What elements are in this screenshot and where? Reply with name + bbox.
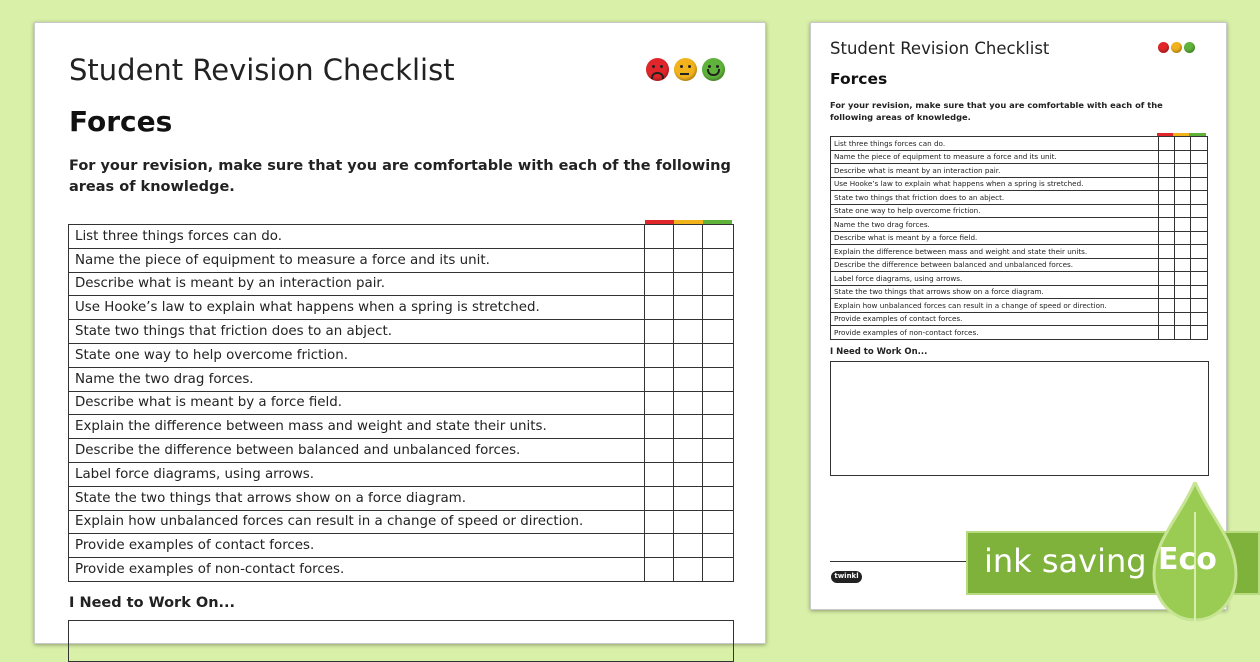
checklist-sheet-large: [34, 22, 766, 644]
rating-checkbox-amber[interactable]: [1175, 245, 1191, 259]
rating-checkbox-amber[interactable]: [1175, 177, 1191, 191]
rating-checkbox-green[interactable]: [703, 296, 734, 320]
checklist-row: [831, 137, 1208, 151]
topic-heading-small: Forces: [830, 70, 888, 88]
checklist-table-small: [830, 136, 1208, 340]
rating-checkbox-amber[interactable]: [674, 534, 703, 558]
checklist-item-text: State one way to help overcome friction.: [69, 343, 645, 367]
checklist-item-text: Use Hooke’s law to explain what happens when a spring is stretched.: [69, 296, 645, 320]
work-on-box-small[interactable]: [830, 361, 1209, 476]
rating-checkbox-red[interactable]: [1159, 245, 1175, 259]
rating-checkbox-amber[interactable]: [674, 391, 703, 415]
rating-checkbox-red[interactable]: [645, 391, 674, 415]
checklist-item-text: Label force diagrams, using arrows.: [831, 272, 1159, 286]
intro-text-small: For your revision, make sure that you are comfortable with each of the following areas of knowledge.: [830, 100, 1163, 122]
checklist-row: [69, 296, 734, 320]
rating-checkbox-red[interactable]: [1159, 299, 1175, 313]
checklist-table: [68, 224, 734, 582]
rating-checkbox-green[interactable]: [1191, 326, 1208, 340]
checklist-item-text: Provide examples of contact forces.: [69, 534, 645, 558]
rating-checkbox-amber[interactable]: [674, 486, 703, 510]
rating-checkbox-green[interactable]: [703, 415, 734, 439]
rating-checkbox-red[interactable]: [645, 534, 674, 558]
rating-checkbox-green[interactable]: [703, 225, 734, 249]
rating-checkbox-green[interactable]: [1191, 204, 1208, 218]
checklist-item-text: Provide examples of non-contact forces.: [69, 558, 645, 582]
checklist-row: [69, 462, 734, 486]
checklist-row: [69, 367, 734, 391]
rating-checkbox-red[interactable]: [645, 320, 674, 344]
rating-checkbox-amber[interactable]: [674, 415, 703, 439]
checklist-row: [831, 326, 1208, 340]
checklist-item-text: Name the piece of equipment to measure a force and its unit.: [69, 248, 645, 272]
rating-checkbox-green[interactable]: [1191, 137, 1208, 151]
checklist-row: [831, 272, 1208, 286]
rating-checkbox-green[interactable]: [703, 343, 734, 367]
rating-checkbox-amber[interactable]: [1175, 218, 1191, 232]
checklist-row: [69, 534, 734, 558]
rating-checkbox-amber[interactable]: [1175, 204, 1191, 218]
checklist-item-text: Provide examples of contact forces.: [831, 312, 1159, 326]
checklist-item-text: Name the two drag forces.: [831, 218, 1159, 232]
checklist-item-text: Explain how unbalanced forces can result in a change of speed or direction.: [69, 510, 645, 534]
rating-checkbox-amber[interactable]: [1175, 231, 1191, 245]
rating-checkbox-red[interactable]: [645, 272, 674, 296]
checklist-item-text: Describe what is meant by an interaction pair.: [69, 272, 645, 296]
intro-text: For your revision, make sure that you are comfortable with each of the following areas of knowledge.: [69, 158, 731, 195]
checklist-row: [69, 320, 734, 344]
rating-checkbox-green[interactable]: [703, 439, 734, 463]
rating-checkbox-amber[interactable]: [1175, 258, 1191, 272]
checklist-row: [69, 272, 734, 296]
sad-face-icon: [1158, 42, 1169, 53]
checklist-item-text: Name the two drag forces.: [69, 367, 645, 391]
checklist-item-text: State one way to help overcome friction.: [831, 204, 1159, 218]
rating-checkbox-red[interactable]: [1159, 150, 1175, 164]
checklist-item-text: Explain how unbalanced forces can result in a change of speed or direction.: [831, 299, 1159, 313]
rating-checkbox-green[interactable]: [703, 534, 734, 558]
rating-checkbox-red[interactable]: [645, 439, 674, 463]
checklist-item-text: Label force diagrams, using arrows.: [69, 462, 645, 486]
checklist-item-text: Describe what is meant by a force field.: [831, 231, 1159, 245]
rating-checkbox-amber[interactable]: [1175, 299, 1191, 313]
rating-checkbox-green[interactable]: [703, 558, 734, 582]
checklist-item-text: List three things forces can do.: [831, 137, 1159, 151]
rating-checkbox-amber[interactable]: [674, 248, 703, 272]
checklist-row: [831, 312, 1208, 326]
rating-checkbox-green[interactable]: [703, 248, 734, 272]
rating-checkbox-red[interactable]: [1159, 231, 1175, 245]
checklist-item-text: Use Hooke’s law to explain what happens when a spring is stretched.: [831, 177, 1159, 191]
rating-checkbox-red[interactable]: [1159, 137, 1175, 151]
rating-checkbox-red[interactable]: [1159, 326, 1175, 340]
rating-checkbox-green[interactable]: [1191, 272, 1208, 286]
checklist-item-text: State the two things that arrows show on a force diagram.: [69, 486, 645, 510]
rating-checkbox-amber[interactable]: [674, 367, 703, 391]
checklist-row: [831, 299, 1208, 313]
rating-checkbox-red[interactable]: [645, 486, 674, 510]
rating-checkbox-green[interactable]: [1191, 245, 1208, 259]
checklist-item-text: Name the piece of equipment to measure a force and its unit.: [831, 150, 1159, 164]
checklist-row: [831, 204, 1208, 218]
checklist-row: [831, 191, 1208, 205]
checklist-row: [831, 245, 1208, 259]
checklist-row: [69, 343, 734, 367]
rating-checkbox-amber[interactable]: [1175, 272, 1191, 286]
rating-checkbox-green[interactable]: [1191, 285, 1208, 299]
checklist-row: [69, 415, 734, 439]
neutral-face-icon: [1171, 42, 1182, 53]
rating-checkbox-green[interactable]: [1191, 164, 1208, 178]
sheet-title-small: Student Revision Checklist: [830, 39, 1050, 58]
rating-checkbox-amber[interactable]: [674, 225, 703, 249]
rating-checkbox-amber[interactable]: [674, 296, 703, 320]
rating-checkbox-red[interactable]: [645, 415, 674, 439]
work-on-label: I Need to Work On...: [69, 595, 236, 611]
checklist-item-text: State two things that friction does to an abject.: [831, 191, 1159, 205]
rating-checkbox-green[interactable]: [1191, 177, 1208, 191]
rating-checkbox-green[interactable]: [1191, 150, 1208, 164]
checklist-item-text: Describe the difference between balanced and unbalanced forces.: [831, 258, 1159, 272]
sheet-title: Student Revision Checklist: [69, 53, 455, 87]
checklist-item-text: State two things that friction does to an abject.: [69, 320, 645, 344]
rating-checkbox-amber[interactable]: [1175, 137, 1191, 151]
checklist-row: [831, 218, 1208, 232]
rating-checkbox-green[interactable]: [1191, 191, 1208, 205]
rating-checkbox-green[interactable]: [703, 510, 734, 534]
rating-checkbox-red[interactable]: [1159, 312, 1175, 326]
checklist-item-text: Provide examples of non-contact forces.: [831, 326, 1159, 340]
rating-checkbox-amber[interactable]: [674, 462, 703, 486]
rating-checkbox-red[interactable]: [645, 343, 674, 367]
rating-checkbox-amber[interactable]: [674, 343, 703, 367]
rating-checkbox-red[interactable]: [1159, 258, 1175, 272]
rating-checkbox-green[interactable]: [1191, 299, 1208, 313]
rating-checkbox-red[interactable]: [1159, 272, 1175, 286]
rating-checkbox-amber[interactable]: [674, 439, 703, 463]
rating-checkbox-red[interactable]: [645, 558, 674, 582]
checklist-row: [69, 486, 734, 510]
happy-face-icon: [1184, 42, 1195, 53]
rating-checkbox-amber[interactable]: [674, 272, 703, 296]
rating-checkbox-red[interactable]: [1159, 191, 1175, 205]
checklist-item-text: State the two things that arrows show on a force diagram.: [831, 285, 1159, 299]
rating-checkbox-green[interactable]: [703, 391, 734, 415]
rating-checkbox-green[interactable]: [1191, 231, 1208, 245]
rating-checkbox-red[interactable]: [1159, 285, 1175, 299]
checklist-item-text: Describe the difference between balanced and unbalanced forces.: [69, 439, 645, 463]
rating-checkbox-amber[interactable]: [674, 510, 703, 534]
checklist-row: [69, 558, 734, 582]
neutral-face-icon: [674, 58, 697, 81]
rating-checkbox-red[interactable]: [1159, 177, 1175, 191]
rating-checkbox-amber[interactable]: [1175, 164, 1191, 178]
rating-checkbox-amber[interactable]: [1175, 191, 1191, 205]
checklist-row: [831, 258, 1208, 272]
checklist-item-text: Describe what is meant by a force field.: [69, 391, 645, 415]
topic-heading: Forces: [69, 105, 173, 138]
rating-checkbox-amber[interactable]: [674, 320, 703, 344]
checklist-row: [831, 177, 1208, 191]
eco-label: Eco: [1158, 542, 1217, 577]
rating-checkbox-green[interactable]: [703, 320, 734, 344]
rating-checkbox-amber[interactable]: [674, 558, 703, 582]
checklist-row: [69, 248, 734, 272]
rating-faces: [646, 58, 725, 81]
checklist-row: [69, 439, 734, 463]
checklist-item-text: Explain the difference between mass and weight and state their units.: [69, 415, 645, 439]
checklist-row: [69, 225, 734, 249]
rating-checkbox-green[interactable]: [703, 462, 734, 486]
rating-checkbox-red[interactable]: [645, 296, 674, 320]
work-on-label-small: I Need to Work On...: [830, 347, 928, 357]
ink-saving-label: ink saving: [984, 542, 1147, 580]
rating-checkbox-green[interactable]: [1191, 258, 1208, 272]
rating-checkbox-green[interactable]: [1191, 312, 1208, 326]
checklist-item-text: Explain the difference between mass and weight and state their units.: [831, 245, 1159, 259]
rating-checkbox-green[interactable]: [703, 486, 734, 510]
twinkl-logo: twinkl: [831, 571, 862, 583]
rating-checkbox-red[interactable]: [1159, 218, 1175, 232]
rating-checkbox-amber[interactable]: [1175, 285, 1191, 299]
checklist-item-text: Describe what is meant by an interaction pair.: [831, 164, 1159, 178]
rating-checkbox-red[interactable]: [645, 462, 674, 486]
rating-checkbox-red[interactable]: [1159, 164, 1175, 178]
rating-checkbox-amber[interactable]: [1175, 150, 1191, 164]
rating-checkbox-amber[interactable]: [1175, 326, 1191, 340]
rating-checkbox-green[interactable]: [703, 367, 734, 391]
sad-face-icon: [646, 58, 669, 81]
checklist-row: [69, 510, 734, 534]
rating-checkbox-red[interactable]: [645, 248, 674, 272]
rating-checkbox-amber[interactable]: [1175, 312, 1191, 326]
rating-faces-small: [1158, 42, 1195, 53]
rating-checkbox-red[interactable]: [1159, 204, 1175, 218]
happy-face-icon: [702, 58, 725, 81]
rating-checkbox-red[interactable]: [645, 510, 674, 534]
checklist-row: [831, 164, 1208, 178]
rating-checkbox-red[interactable]: [645, 367, 674, 391]
rating-checkbox-green[interactable]: [703, 272, 734, 296]
rating-checkbox-red[interactable]: [645, 225, 674, 249]
work-on-box[interactable]: [68, 620, 734, 662]
checklist-row: [831, 150, 1208, 164]
checklist-item-text: List three things forces can do.: [69, 225, 645, 249]
checklist-row: [831, 285, 1208, 299]
checklist-row: [831, 231, 1208, 245]
rating-checkbox-green[interactable]: [1191, 218, 1208, 232]
checklist-row: [69, 391, 734, 415]
